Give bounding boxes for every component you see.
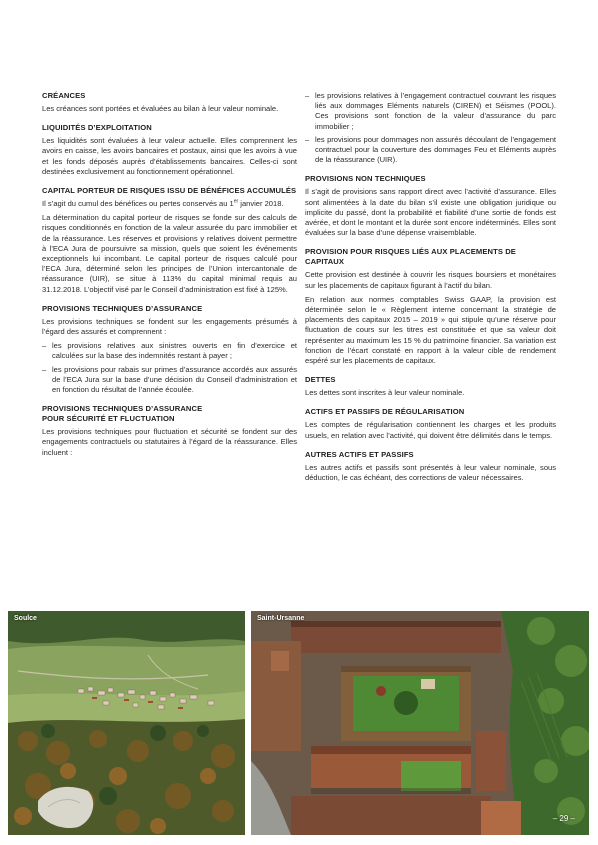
text-capital-date-before: Il s’agit du cumul des bénéfices ou pertes conservés au 1 bbox=[42, 199, 234, 209]
section-liquidites bbox=[42, 123, 297, 177]
heading-capital: CAPITAL PORTEUR DE RISQUES ISSU DE BÉNÉFICES ACCUMULÉS bbox=[42, 186, 297, 196]
list-item: – les provisions pour rabais sur primes d’assurance accordés aux assurés de l’ECA Jura sur la base d’une décision du Conseil d’administration et en fonction du résultat de l’année écoulée. bbox=[42, 365, 297, 396]
section-dettes bbox=[305, 375, 556, 398]
list-item: – les provisions relatives aux sinistres ouverts en fin d’exercice et calculées sur la base des indemnités restant à payer ; bbox=[42, 341, 297, 361]
heading-regularisation: ACTIFS ET PASSIFS DE RÉGULARISATION bbox=[305, 407, 465, 417]
page-number: – 29 – bbox=[552, 814, 575, 823]
list-provisions-assurance bbox=[42, 341, 297, 395]
text-provisions-assurance-intro: Les provisions techniques se fondent sur les engagements présumés à l’égard des assurés et comprennent : bbox=[42, 316, 297, 337]
text-provisions-non-techniques: Il s’agit de provisions sans rapport direct avec l’activité d’assurance. Elles sont alimentées à la date du bilan s’il existe une obligation juridique ou implicite du passé, dont la probabilité et fiabilité d’une sortie de fonds est avérée, et dont le montant et la durée sont encore indéterminés. Elles sont évaluées sur la base d’une dépense vraisemblable. bbox=[305, 187, 556, 238]
text-placements-2: En relation aux normes comptables Swiss GAAP, la provision est déterminée selon le « Règlement interne concernant la stratégie de placements des capitaux 2015 – 2019 » qui stipule qu’une réserve pour fluctuation de cours sur les titres est constituée et que sa valeur doit représenter au maximum les 15 % du patrimoine financier. Sa variation est fonction de l’écart constaté en rapport à la valeur cible de rendement espéré sur les placements de capitaux. bbox=[305, 294, 556, 366]
text-autres: Les autres actifs et passifs sont présentés à leur valeur nominale, sous déduction, le cas échéant, des corrections de valeur nécessaires. bbox=[305, 462, 556, 483]
soulce-aerial-image bbox=[8, 611, 245, 835]
text-regularisation: Les comptes de régularisation contiennent les charges et les produits usuels, en relation avec l’activité, qui doivent être délimités dans le temps. bbox=[305, 420, 556, 440]
text-dettes: Les dettes sont inscrites à leur valeur nominale. bbox=[305, 388, 465, 398]
list-item: – les provisions relatives à l’engagement contractuel couvrant les risques liés aux dommages Eléments naturels (CIREN) et Séismes (POOL). Ces provisions sont fonction de la valeur d’assurance du parc immobilier ; bbox=[305, 91, 556, 132]
section-creances bbox=[42, 91, 297, 114]
text-capital-date-after: janvier 2018. bbox=[238, 199, 284, 209]
heading-dettes: DETTES bbox=[305, 375, 336, 385]
photo-saint-ursanne bbox=[251, 611, 589, 835]
photo-caption-soulce: Soulce bbox=[14, 615, 37, 622]
photo-soulce bbox=[8, 611, 245, 835]
left-column bbox=[42, 91, 297, 467]
heading-provisions-securite bbox=[42, 404, 297, 424]
list-provisions-securite-continued bbox=[305, 91, 556, 165]
text-creances: Les créances sont portées et évaluées au bilan à leur valeur nominale. bbox=[42, 104, 279, 113]
text-capital-detail: La détermination du capital porteur de risques se fonde sur des calculs de risques conditionnés en fonction de la valeur assurée du parc immobilier et de la réassurance. Les réserves et provisions y relatives doivent permettre à l’ECA Jura de poursuivre sa mission, quels que soient les événements exceptionnels lui incombant. Le capital porteur de risques calculé pour l’ECA Jura, déterminé selon les principes de l’Union intercantonale de réassurance (UIR), se situe à 113% du capital minimal requis au 31.12.2018. L’objectif visé par le Conseil d’administration est fixé à 125%. bbox=[42, 213, 297, 294]
text-placements-1: Cette provision est destinée à couvrir les risques boursiers et monétaires sur les placements de capitaux figurant à l’actif du bilan. bbox=[305, 270, 556, 290]
heading-liquidites: LIQUIDITÉS D’EXPLOITATION bbox=[42, 123, 152, 133]
section-regularisation bbox=[305, 407, 556, 440]
text-liquidites: Les liquidités sont évaluées à leur valeur actuelle. Elles comprennent les avoirs en caisse, les avoirs bancaires et postaux, ainsi que les avoirs à vue et les fonds déposés auprès d’établissements bancaires. Celles-ci sont destinées exclusivement au fonctionnement opérationnel. bbox=[42, 136, 297, 176]
heading-line-2: POUR SÉCURITÉ ET FLUCTUATION bbox=[42, 414, 175, 424]
heading-line-1: PROVISIONS TECHNIQUES D’ASSURANCE bbox=[42, 404, 203, 414]
text-capital-date bbox=[42, 199, 297, 209]
list-item: – les provisions pour dommages non assurés découlant de l’engagement contractuel pour la couverture des dommages Feu et Eléments auprès de la réassurance (UIR). bbox=[305, 135, 556, 166]
ordinal-superscript: er bbox=[233, 198, 239, 205]
heading-provisions-assurance: PROVISIONS TECHNIQUES D’ASSURANCE bbox=[42, 303, 203, 313]
text-provisions-securite: Les provisions techniques pour fluctuation et sécurité se fondent sur des engagements contractuels ou statutaires à l’égard de la réassurance. Elles incluent : bbox=[42, 427, 297, 457]
heading-creances: CRÉANCES bbox=[42, 91, 86, 100]
section-autres bbox=[305, 450, 556, 483]
right-column bbox=[305, 91, 556, 492]
section-placements bbox=[305, 247, 556, 366]
section-provisions-non-techniques bbox=[305, 174, 556, 238]
section-capital bbox=[42, 186, 297, 295]
heading-placements: PROVISION POUR RISQUES LIÉS AUX PLACEMENTS DE CAPITAUX bbox=[305, 247, 516, 267]
saint-ursanne-aerial-image bbox=[251, 611, 589, 835]
heading-autres: AUTRES ACTIFS ET PASSIFS bbox=[305, 449, 414, 459]
section-provisions-assurance bbox=[42, 304, 297, 395]
heading-provisions-non-techniques: PROVISIONS NON TECHNIQUES bbox=[305, 174, 426, 184]
photo-caption-saint-ursanne: Saint-Ursanne bbox=[257, 615, 305, 622]
section-provisions-securite bbox=[42, 404, 297, 458]
